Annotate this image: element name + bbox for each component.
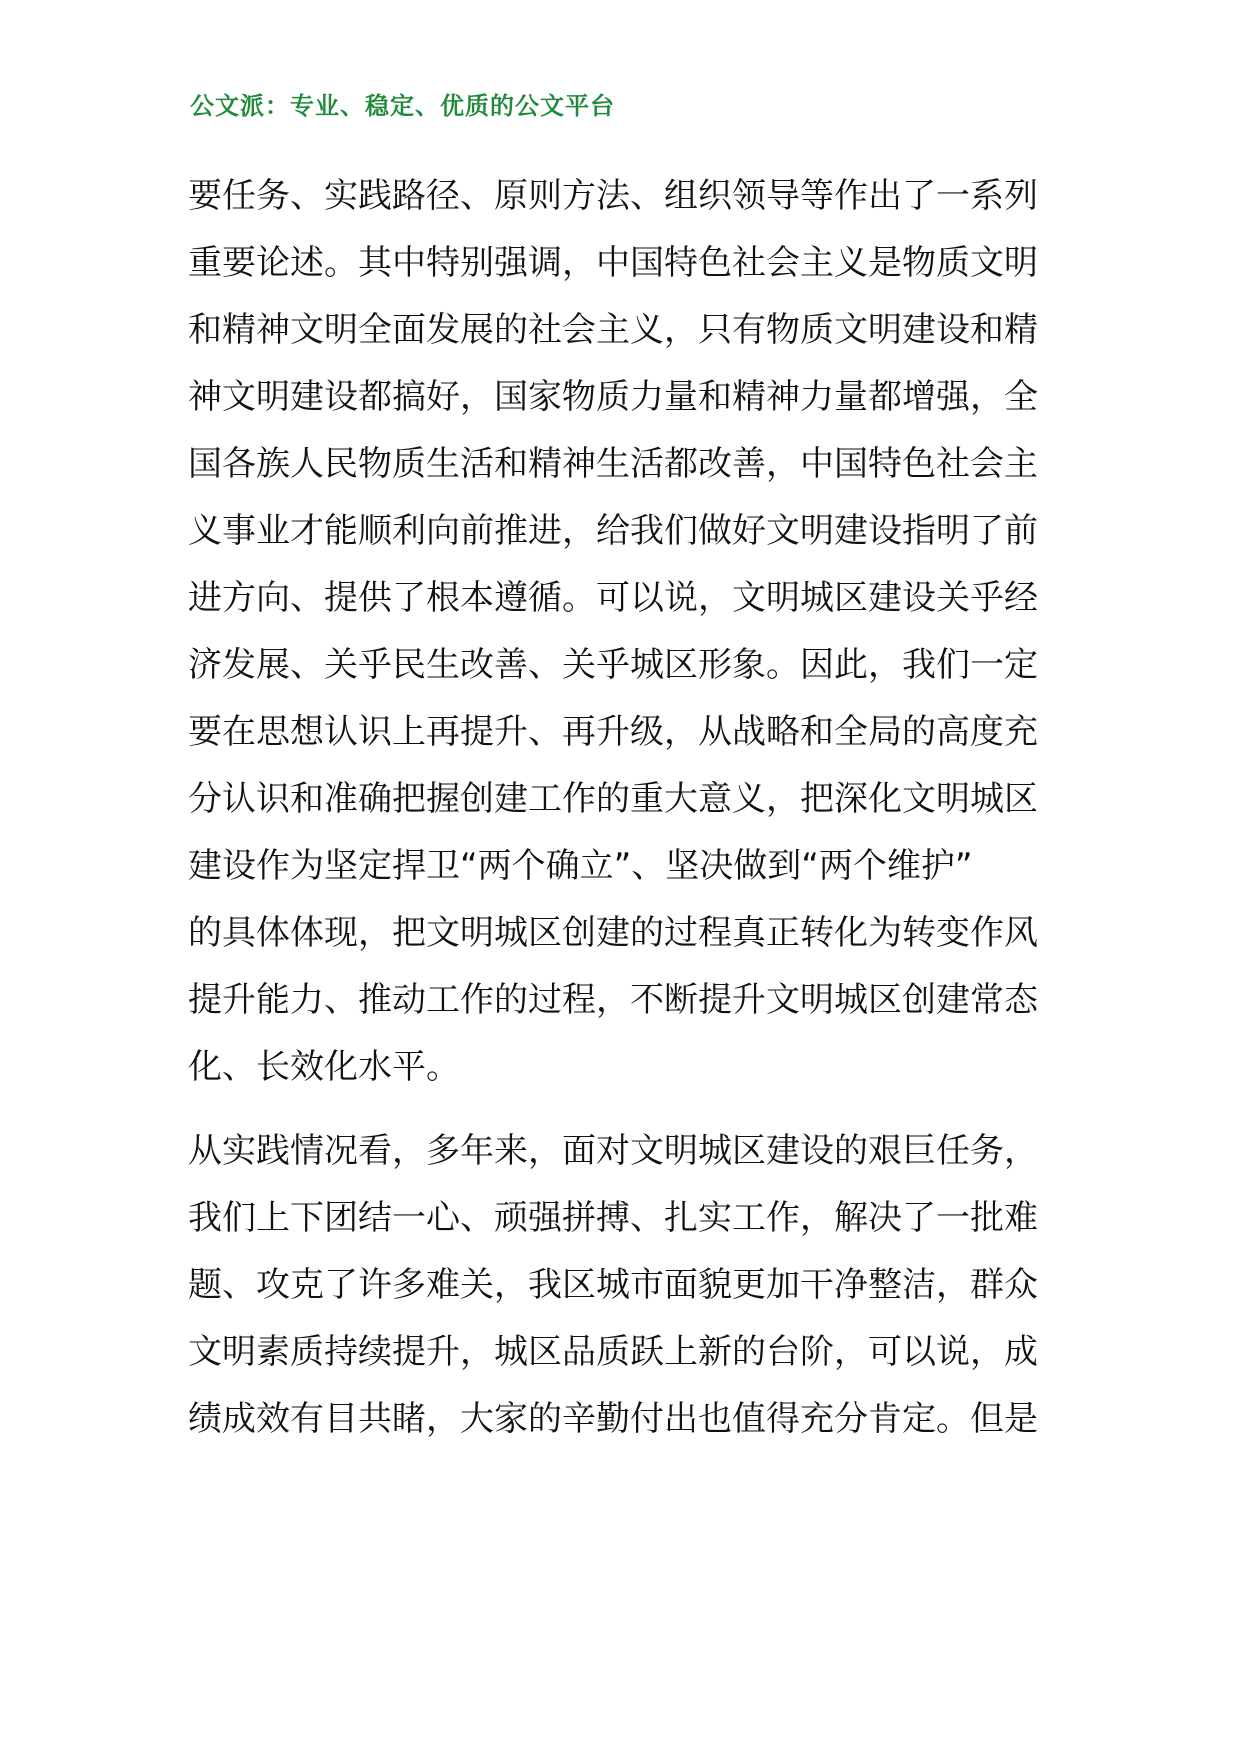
text-line: 提升能力、推动工作的过程，不断提升文明城区创建常态 [188, 980, 1038, 1020]
text-line: 国各族人民物质生活和精神生活都改善，中国特色社会主 [188, 444, 1038, 484]
text-line: 文明素质持续提升，城区品质跃上新的台阶，可以说，成 [188, 1332, 1038, 1372]
text-line: 进方向、提供了根本遵循。可以说，文明城区建设关乎经 [188, 578, 1038, 618]
text-line: 要在思想认识上再提升、再升级，从战略和全局的高度充 [188, 712, 1038, 752]
text-line: 从实践情况看，多年来，面对文明城区建设的艰巨任务， [188, 1131, 1038, 1171]
text-line: 义事业才能顺利向前推进，给我们做好文明建设指明了前 [188, 511, 1038, 551]
text-line: 我们上下团结一心、顽强拼搏、扎实工作，解决了一批难 [188, 1198, 1038, 1238]
text-line: 建设作为坚定捍卫“两个确立”、坚决做到“两个维护” [188, 846, 973, 886]
text-line: 重要论述。其中特别强调，中国特色社会主义是物质文明 [188, 243, 1038, 283]
text-line: 神文明建设都搞好，国家物质力量和精神力量都增强，全 [188, 377, 1038, 417]
text-line: 分认识和准确把握创建工作的重大意义，把深化文明城区 [188, 779, 1038, 819]
page-header: 公文派：专业、稳定、优质的公文平台 [190, 92, 615, 120]
text-line: 化、长效化水平。 [188, 1047, 460, 1087]
text-line: 和精神文明全面发展的社会主义，只有物质文明建设和精 [188, 310, 1038, 350]
text-line: 的具体体现，把文明城区创建的过程真正转化为转变作风 [188, 913, 1038, 953]
text-line: 济发展、关乎民生改善、关乎城区形象。因此，我们一定 [188, 645, 1038, 685]
text-line: 要任务、实践路径、原则方法、组织领导等作出了一系列 [188, 176, 1038, 216]
text-line: 题、攻克了许多难关，我区城市面貌更加干净整洁，群众 [188, 1265, 1038, 1305]
text-line: 绩成效有目共睹，大家的辛勤付出也值得充分肯定。但是 [188, 1399, 1038, 1439]
